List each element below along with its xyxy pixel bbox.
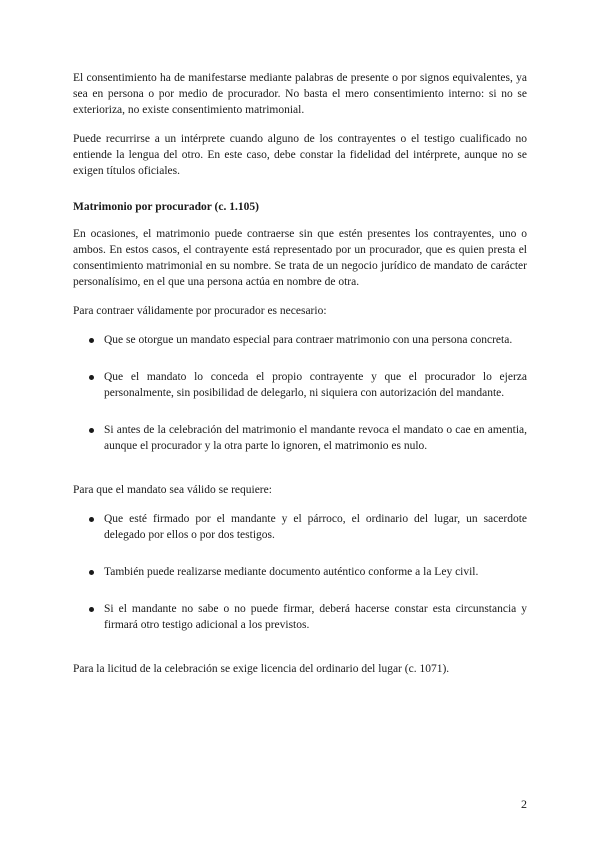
list-item-text: Que el mandato lo conceda el propio contrayente y que el procurador lo ejerza personalmente, sin posibilidad de delegarlo, ni siquiera con autorización del mandante. — [104, 371, 527, 399]
list2-intro: Para que el mandato sea válido se requiere: — [73, 484, 272, 496]
list-item-text: Que se otorgue un mandato especial para contraer matrimonio con una persona concreta. — [104, 334, 513, 346]
bullet-icon — [89, 517, 94, 522]
list-item — [73, 332, 527, 348]
section-heading: Matrimonio por procurador (c. 1.105) — [73, 201, 259, 213]
list-item-text: Si antes de la celebración del matrimonio el mandante revoca el mandato o cae en amentia, aunque el procurador y la otra parte lo ignoren, el matrimonio es nulo. — [104, 424, 527, 452]
bullet-icon — [89, 428, 94, 433]
page-content — [73, 70, 527, 690]
list-item — [73, 601, 527, 633]
bullet-icon — [89, 375, 94, 380]
list-item — [73, 369, 527, 401]
intro-paragraph-1: El consentimiento ha de manifestarse mediante palabras de presente o por signos equivalentes, ya sea en persona o por medio de procurador. No basta el mero consentimiento interno: si no se exterioriza, no existe consentimiento matrimonial. — [73, 72, 527, 116]
list-item — [73, 564, 527, 580]
page-number: 2 — [521, 797, 527, 811]
list-item-text: Si el mandante no sabe o no puede firmar, deberá hacerse constar esta circunstancia y firmará otro testigo adicional a los previstos. — [104, 603, 527, 631]
list1-intro: Para contraer válidamente por procurador es necesario: — [73, 305, 327, 317]
list-item-text: También puede realizarse mediante documento auténtico conforme a la Ley civil. — [104, 566, 479, 578]
closing-paragraph: Para la licitud de la celebración se exige licencia del ordinario del lugar (c. 1071). — [73, 663, 450, 675]
bullet-icon — [89, 338, 94, 343]
list-item-text: Que esté firmado por el mandante y el párroco, el ordinario del lugar, un sacerdote delegado por ellos o por dos testigos. — [104, 513, 527, 541]
mandate-validity-list — [73, 511, 527, 633]
list-item — [73, 511, 527, 543]
bullet-icon — [89, 570, 94, 575]
section-paragraph: En ocasiones, el matrimonio puede contraerse sin que estén presentes los contrayentes, uno o ambos. En estos casos, el contrayente está representado por un procurador, que es quien presta el consentimiento matrimonial en su nombre. Se trata de un negocio jurídico de mandato de carácter personalísimo, en el que una persona actúa en nombre de otra. — [73, 228, 527, 288]
list-item — [73, 422, 527, 454]
bullet-icon — [89, 607, 94, 612]
requirements-list — [73, 332, 527, 454]
intro-paragraph-2: Puede recurrirse a un intérprete cuando alguno de los contrayentes o el testigo cualificado no entiende la lengua del otro. En este caso, debe constar la fidelidad del intérprete, aunque no se exigen títulos oficiales. — [73, 133, 527, 177]
